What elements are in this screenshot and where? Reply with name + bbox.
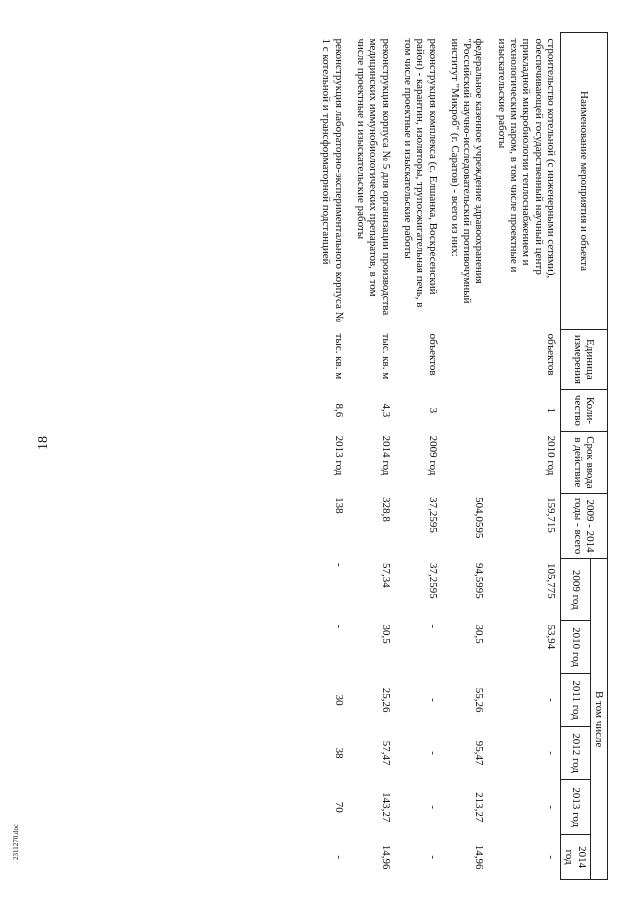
row-2012: - bbox=[545, 751, 558, 755]
row-2014: - bbox=[545, 855, 558, 859]
row-2012: - bbox=[426, 751, 439, 755]
row-2011: - bbox=[545, 698, 558, 702]
row-2014: - bbox=[426, 855, 439, 859]
table-row bbox=[442, 33, 489, 880]
row-2010: 53,94 bbox=[545, 624, 558, 650]
table-row bbox=[395, 33, 442, 880]
header-year-2011: 2011 год bbox=[561, 674, 591, 727]
header-qty: Коли- чество bbox=[561, 389, 608, 431]
page-number: 18 bbox=[36, 436, 51, 450]
header-incl: В том числе bbox=[590, 559, 607, 880]
program-table bbox=[63, 32, 608, 880]
row-unit: объектов bbox=[545, 333, 558, 376]
row-2014: 14,96 bbox=[473, 844, 486, 870]
row-2011: - bbox=[426, 698, 439, 702]
row-date: 2010 год bbox=[545, 435, 558, 476]
row-unit bbox=[442, 330, 489, 390]
row-2009: 57,34 bbox=[379, 562, 392, 588]
row-2013: 70 bbox=[332, 801, 345, 813]
row-total: 328,8 bbox=[379, 497, 392, 522]
row-2013: - bbox=[426, 805, 439, 810]
table-row bbox=[348, 33, 395, 880]
row-total: 37,2595 bbox=[426, 497, 439, 533]
row-unit: тыс. кв. м bbox=[379, 333, 392, 380]
header-year-2013: 2013 год bbox=[561, 780, 591, 835]
row-2010: - bbox=[426, 624, 439, 629]
row-2010: 30,5 bbox=[379, 624, 392, 644]
row-unit: тыс. кв. м bbox=[332, 333, 345, 380]
row-date bbox=[442, 432, 489, 494]
row-name: федеральное казенное учреждение здравоохранения "Российский научно-исследовательский противочумный институт "Микроб" (г. Саратов) - всего из них: bbox=[448, 38, 486, 304]
row-2014: - bbox=[332, 855, 345, 859]
row-2009: 94,5995 bbox=[473, 562, 486, 599]
header-name: Наименование мероприятия и объекта bbox=[561, 33, 608, 330]
row-2014: 14,96 bbox=[379, 844, 392, 870]
row-2010: 30,5 bbox=[473, 624, 486, 644]
row-2013: 143,27 bbox=[379, 792, 392, 823]
row-date: 2014 год bbox=[379, 435, 392, 476]
table-row bbox=[313, 33, 348, 880]
row-total: 504,0595 bbox=[473, 497, 486, 539]
row-date: 2013 год bbox=[332, 435, 345, 476]
header-year-2010: 2010 год bbox=[561, 621, 591, 674]
header-date: Срок ввода в действие bbox=[561, 432, 608, 494]
row-name: реконструкция корпуса № 5 для организации производства медицинских иммунобиологических препаратов, в том числе проектные и изыскательские работы bbox=[355, 38, 392, 316]
row-2012: 57,47 bbox=[379, 740, 392, 766]
row-unit: объектов bbox=[426, 333, 439, 376]
row-2011: 30 bbox=[332, 694, 345, 706]
row-name: реконструкция лабораторно-экспериментального корпуса № 1 с котельной и трансформаторной подстанцией bbox=[320, 38, 345, 323]
header-year-2014: 2014 год bbox=[561, 835, 591, 880]
row-name: реконструкция комплекса (с. Елшанка, Воскресенский район) - карантин, изоляторы, трупосжигательная печь, в том числе проектные и изыскательские работы bbox=[401, 38, 439, 308]
header-year-2009: 2009 год bbox=[561, 559, 591, 621]
row-2012: 38 bbox=[332, 747, 345, 759]
header-total: 2009 - 2014 годы - всего bbox=[561, 493, 608, 559]
table-row bbox=[489, 33, 561, 880]
row-date: 2009 год bbox=[426, 435, 439, 476]
row-2012: 95,47 bbox=[473, 740, 486, 766]
row-name: строительство котельной (с инженерными сетями), обеспечивающей государственный научный центр прикладной микробиологии теплоснабжением и технологическим паром, в том числе проектные и изыскательские работы bbox=[495, 38, 558, 279]
row-total: 159,715 bbox=[545, 497, 558, 533]
row-total: 138 bbox=[332, 497, 345, 514]
row-2009: - bbox=[332, 562, 345, 567]
row-2011: 55,26 bbox=[473, 687, 486, 713]
row-qty: 1 bbox=[545, 407, 558, 414]
row-2009: 105,775 bbox=[545, 562, 558, 599]
row-2011: 25,26 bbox=[379, 687, 392, 713]
header-unit: Единица измерения bbox=[561, 330, 608, 390]
row-qty: 8,6 bbox=[332, 403, 345, 418]
row-2010: - bbox=[332, 624, 345, 629]
header-year-2012: 2012 год bbox=[561, 727, 591, 780]
row-qty: 4,3 bbox=[379, 403, 392, 418]
row-2013: 213,27 bbox=[473, 792, 486, 823]
row-2009: 37,2595 bbox=[426, 562, 439, 599]
footer-filename: 2311270.doc bbox=[12, 823, 20, 860]
header-row bbox=[590, 33, 607, 880]
row-qty: 3 bbox=[426, 407, 439, 414]
row-qty bbox=[442, 389, 489, 431]
row-2013: - bbox=[545, 805, 558, 810]
measures-table bbox=[313, 32, 608, 880]
